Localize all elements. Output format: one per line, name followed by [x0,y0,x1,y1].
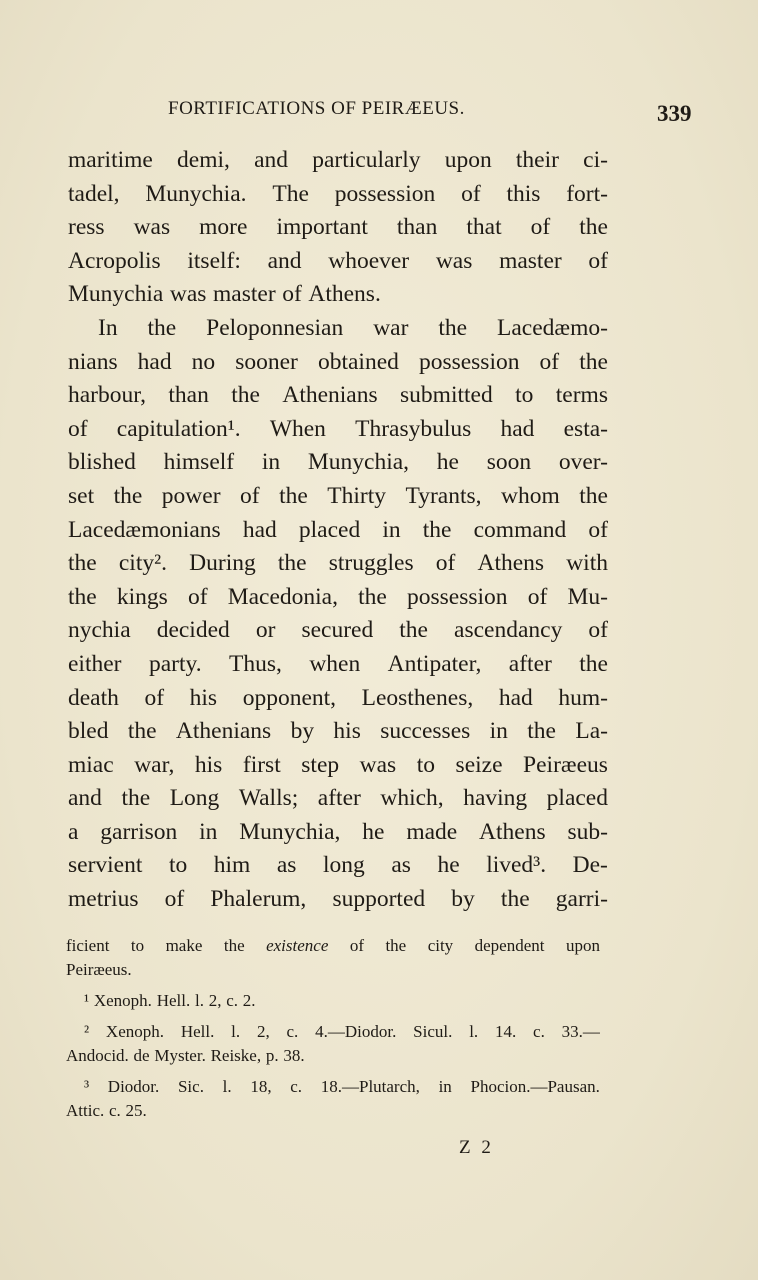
footnote-line: ficient to make the existence of the city dependent upon [66,936,600,955]
body-line: servient to him as long as he lived³. De- [68,852,608,879]
body-line: nians had no sooner obtained possession of the [68,348,608,375]
body-text [68,144,608,917]
body-line: and the Long Walls; after which, having placed [68,785,608,812]
footnote-line: ² Xenoph. Hell. l. 2, c. 4.—Diodor. Sicul. l. 14. c. 33.— [84,1022,600,1041]
body-line: death of his opponent, Leosthenes, had hum- [68,684,608,711]
signature-mark: Z 2 [459,1137,494,1158]
body-line: a garrison in Munychia, he made Athens sub- [68,818,608,845]
body-line: nychia decided or secured the ascendancy of [68,617,608,644]
body-line: metrius of Phalerum, supported by the garri- [68,886,608,913]
body-line: tadel, Munychia. The possession of this fort- [68,180,608,207]
footnote-gap [66,1013,600,1020]
body-line: the city². During the struggles of Athens with [68,550,608,577]
running-title: FORTIFICATIONS OF PEIRÆEUS. [168,98,465,119]
body-line: of capitulation¹. When Thrasybulus had esta- [68,415,608,442]
body-line: Munychia was master of Athens. [68,281,381,308]
body-line: In the Peloponnesian war the Lacedæmo- [98,314,608,341]
footnote-gap [66,1068,600,1075]
body-line: either party. Thus, when Antipater, after the [68,650,608,677]
body-line: ress was more important than that of the [68,214,608,241]
body-line: bled the Athenians by his successes in the La- [68,718,608,745]
footnote-line: ³ Diodor. Sic. l. 18, c. 18.—Plutarch, in Phocion.—Pausan. [84,1077,600,1096]
footnote-gap [66,982,600,989]
body-line: blished himself in Munychia, he soon over- [68,449,608,476]
footnote-line: Attic. c. 25. [66,1101,147,1120]
body-line: miac war, his first step was to seize Peiræeus [68,751,608,778]
body-line: harbour, than the Athenians submitted to terms [68,382,608,409]
body-line: set the power of the Thirty Tyrants, whom the [68,482,608,509]
footnotes [66,934,600,1123]
body-line: maritime demi, and particularly upon their ci- [68,147,608,173]
footnote-line: Peiræeus. [66,960,132,979]
footnote-line: ¹ Xenoph. Hell. l. 2, c. 2. [84,991,256,1010]
body-line: Acropolis itself: and whoever was master of [68,247,608,274]
footnote-line: Andocid. de Myster. Reiske, p. 38. [66,1046,305,1065]
page-number: 339 [657,101,692,126]
body-line: Lacedæmonians had placed in the command of [68,516,608,543]
body-line: the kings of Macedonia, the possession of Mu- [68,583,608,610]
